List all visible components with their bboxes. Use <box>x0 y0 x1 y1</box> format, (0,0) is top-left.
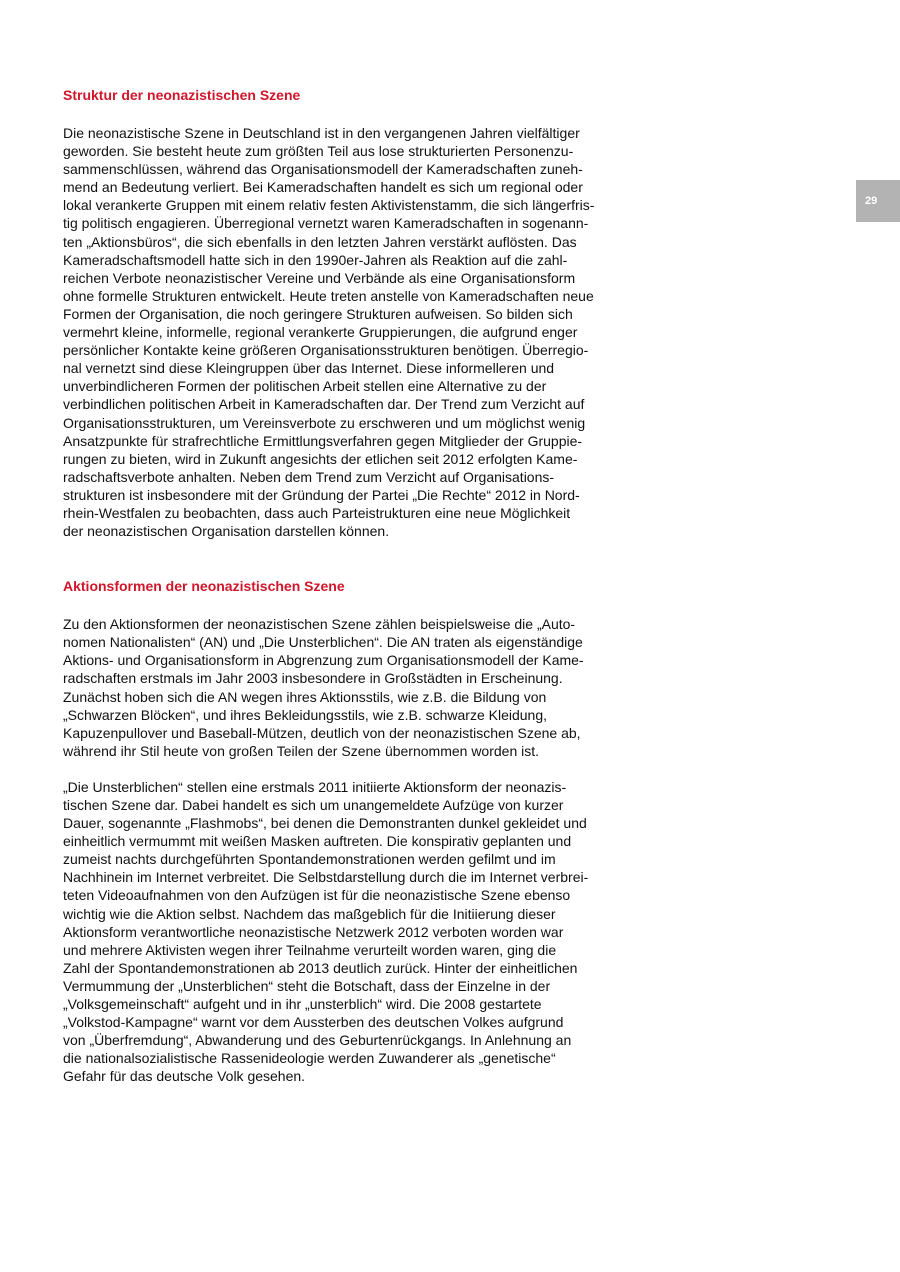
text-line: Zu den Aktionsformen der neonazistischen Szene zählen beispielsweise die „Auto- <box>63 616 576 633</box>
text-line: der neonazistischen Organisation darstellen können. <box>63 523 390 540</box>
text-line: während ihr Stil heute von großen Teilen der Szene übernommen worden ist. <box>63 742 540 759</box>
text-line: vermehrt kleine, informelle, regional verankerte Gruppierungen, die aufgrund enger <box>63 324 578 341</box>
text-line: „Schwarzen Blöcken“, und ihres Bekleidungsstils, wie z.B. schwarze Kleidung, <box>63 706 548 723</box>
section-heading: Aktionsformen der neonazistischen Szene <box>63 578 345 595</box>
text-line: „Die Unsterblichen“ stellen eine erstmals 2011 initiierte Aktionsform der neonazis- <box>63 778 567 795</box>
text-line: unverbindlicheren Formen der politischen Arbeit stellen eine Alternative zu der <box>63 378 547 395</box>
text-line: tig politisch engagieren. Überregional vernetzt waren Kameradschaften in sogenann- <box>63 215 589 232</box>
text-line: „Volksgemeinschaft“ aufgeht und in ihr „unsterblich“ wird. Die 2008 gestartete <box>63 996 542 1013</box>
text-line: Ansatzpunkte für strafrechtliche Ermittlungsverfahren gegen Mitglieder der Gruppie- <box>63 432 583 449</box>
body-paragraph <box>63 778 623 1086</box>
text-line: radschaften erstmals im Jahr 2003 insbesondere in Großstädten in Erscheinung. <box>63 670 563 687</box>
text-line: Aktions- und Organisationsform in Abgrenzung zum Organisationsmodell der Kame- <box>63 652 584 669</box>
text-line: Zahl der Spontandemonstrationen ab 2013 deutlich zurück. Hinter der einheitlichen <box>63 959 578 976</box>
text-line: Aktionsform verantwortliche neonazistische Netzwerk 2012 verboten worden war <box>63 923 564 940</box>
document-body <box>63 86 623 1086</box>
text-line: sammenschlüssen, während das Organisationsmodell der Kameradschaften zuneh- <box>63 161 583 178</box>
text-line: Zunächst hoben sich die AN wegen ihres Aktionsstils, wie z.B. die Bildung von <box>63 688 547 705</box>
text-line: Gefahr für das deutsche Volk gesehen. <box>63 1068 306 1085</box>
text-line: mend an Bedeutung verliert. Bei Kameradschaften handelt es sich um regional oder <box>63 179 583 196</box>
text-line: ten „Aktionsbüros“, die sich ebenfalls in den letzten Jahren verstärkt auflösten. Das <box>63 233 577 250</box>
text-line: tischen Szene dar. Dabei handelt es sich um unangemeldete Aufzüge von kurzer <box>63 797 564 813</box>
text-line: Vermummung der „Unsterblichen“ steht die Botschaft, dass der Einzelne in der <box>63 977 551 994</box>
text-line: Kapuzenpullover und Baseball-Mützen, deutlich von der neonazistischen Szene ab, <box>63 724 581 741</box>
text-line: Die neonazistische Szene in Deutschland ist in den vergangenen Jahren vielfältiger <box>63 125 580 141</box>
section-heading: Struktur der neonazistischen Szene <box>63 87 301 103</box>
text-line: und mehrere Aktivisten wegen ihrer Teilnahme verurteilt worden waren, ging die <box>63 941 557 958</box>
text-line: Organisationsstrukturen, um Vereinsverbote zu erschweren und um möglichst wenig <box>63 414 586 431</box>
text-line: persönlicher Kontakte keine größeren Organisationsstrukturen benötigen. Überregio- <box>63 342 589 359</box>
text-line: nomen Nationalisten“ (AN) und „Die Unsterblichen“. Die AN traten als eigenständige <box>63 634 583 651</box>
text-line: rungen zu bieten, wird in Zukunft angesichts der etlichen seit 2012 erfolgten Kame- <box>63 450 578 467</box>
text-line: Nachhinein im Internet verbreitet. Die Selbstdarstellung durch die im Internet verbrei- <box>63 869 589 886</box>
text-line: nal vernetzt sind diese Kleingruppen über das Internet. Diese informelleren und <box>63 360 555 377</box>
text-line: wichtig wie die Aktion selbst. Nachdem das maßgeblich für die Initiierung dieser <box>63 905 556 922</box>
text-line: zumeist nachts durchgeführten Spontandemonstrationen werden gefilmt und im <box>63 851 556 868</box>
text-line: die nationalsozialistische Rassenideologie werden Zuwanderer als „genetische“ <box>63 1050 556 1067</box>
text-line: rhein-Westfalen zu beobachten, dass auch Parteistrukturen eine neue Möglichkeit <box>63 504 571 521</box>
section-action-forms <box>63 577 623 1085</box>
text-line: „Volkstod-Kampagne“ warnt vor dem Aussterben des deutschen Volkes aufgrund <box>63 1014 564 1031</box>
text-line: geworden. Sie besteht heute zum größten Teil aus lose strukturierten Personenzu- <box>63 143 574 160</box>
text-line: Dauer, sogenannte „Flashmobs“, bei denen die Demonstranten dunkel gekleidet und <box>63 815 587 832</box>
text-line: lokal verankerte Gruppen mit einem relativ festen Aktivistenstamm, die sich längerfris- <box>63 197 595 214</box>
text-line: Formen der Organisation, die noch geringere Strukturen aufweisen. So bilden sich <box>63 305 573 322</box>
text-line: von „Überfremdung“, Abwanderung und des Geburtenrückgangs. In Anlehnung an <box>63 1032 572 1049</box>
body-paragraph <box>63 124 623 540</box>
section-structure <box>63 86 623 540</box>
text-line: radschaftsverbote anhalten. Neben dem Trend zum Verzicht auf Organisations- <box>63 468 555 485</box>
text-line: verbindlichen politischen Arbeit in Kameradschaften dar. Der Trend zum Verzicht auf <box>63 396 585 413</box>
text-line: Kameradschaftsmodell hatte sich in den 1990er-Jahren als Reaktion auf die zahl- <box>63 251 568 268</box>
text-line: reichen Verbote neonazistischer Vereine und Verbände als eine Organisationsform <box>63 269 576 286</box>
page-number: 29 <box>856 180 900 222</box>
text-line: ohne formelle Strukturen entwickelt. Heute treten anstelle von Kameradschaften neue <box>63 287 594 304</box>
text-line: einheitlich vermummt mit weißen Masken auftreten. Die konspirativ geplanten und <box>63 833 572 850</box>
text-line: strukturen ist insbesondere mit der Gründung der Partei „Die Rechte“ 2012 in Nord- <box>63 486 580 503</box>
text-line: teten Videoaufnahmen von den Aufzügen ist für die neonazistische Szene ebenso <box>63 887 571 904</box>
body-paragraph <box>63 615 623 760</box>
